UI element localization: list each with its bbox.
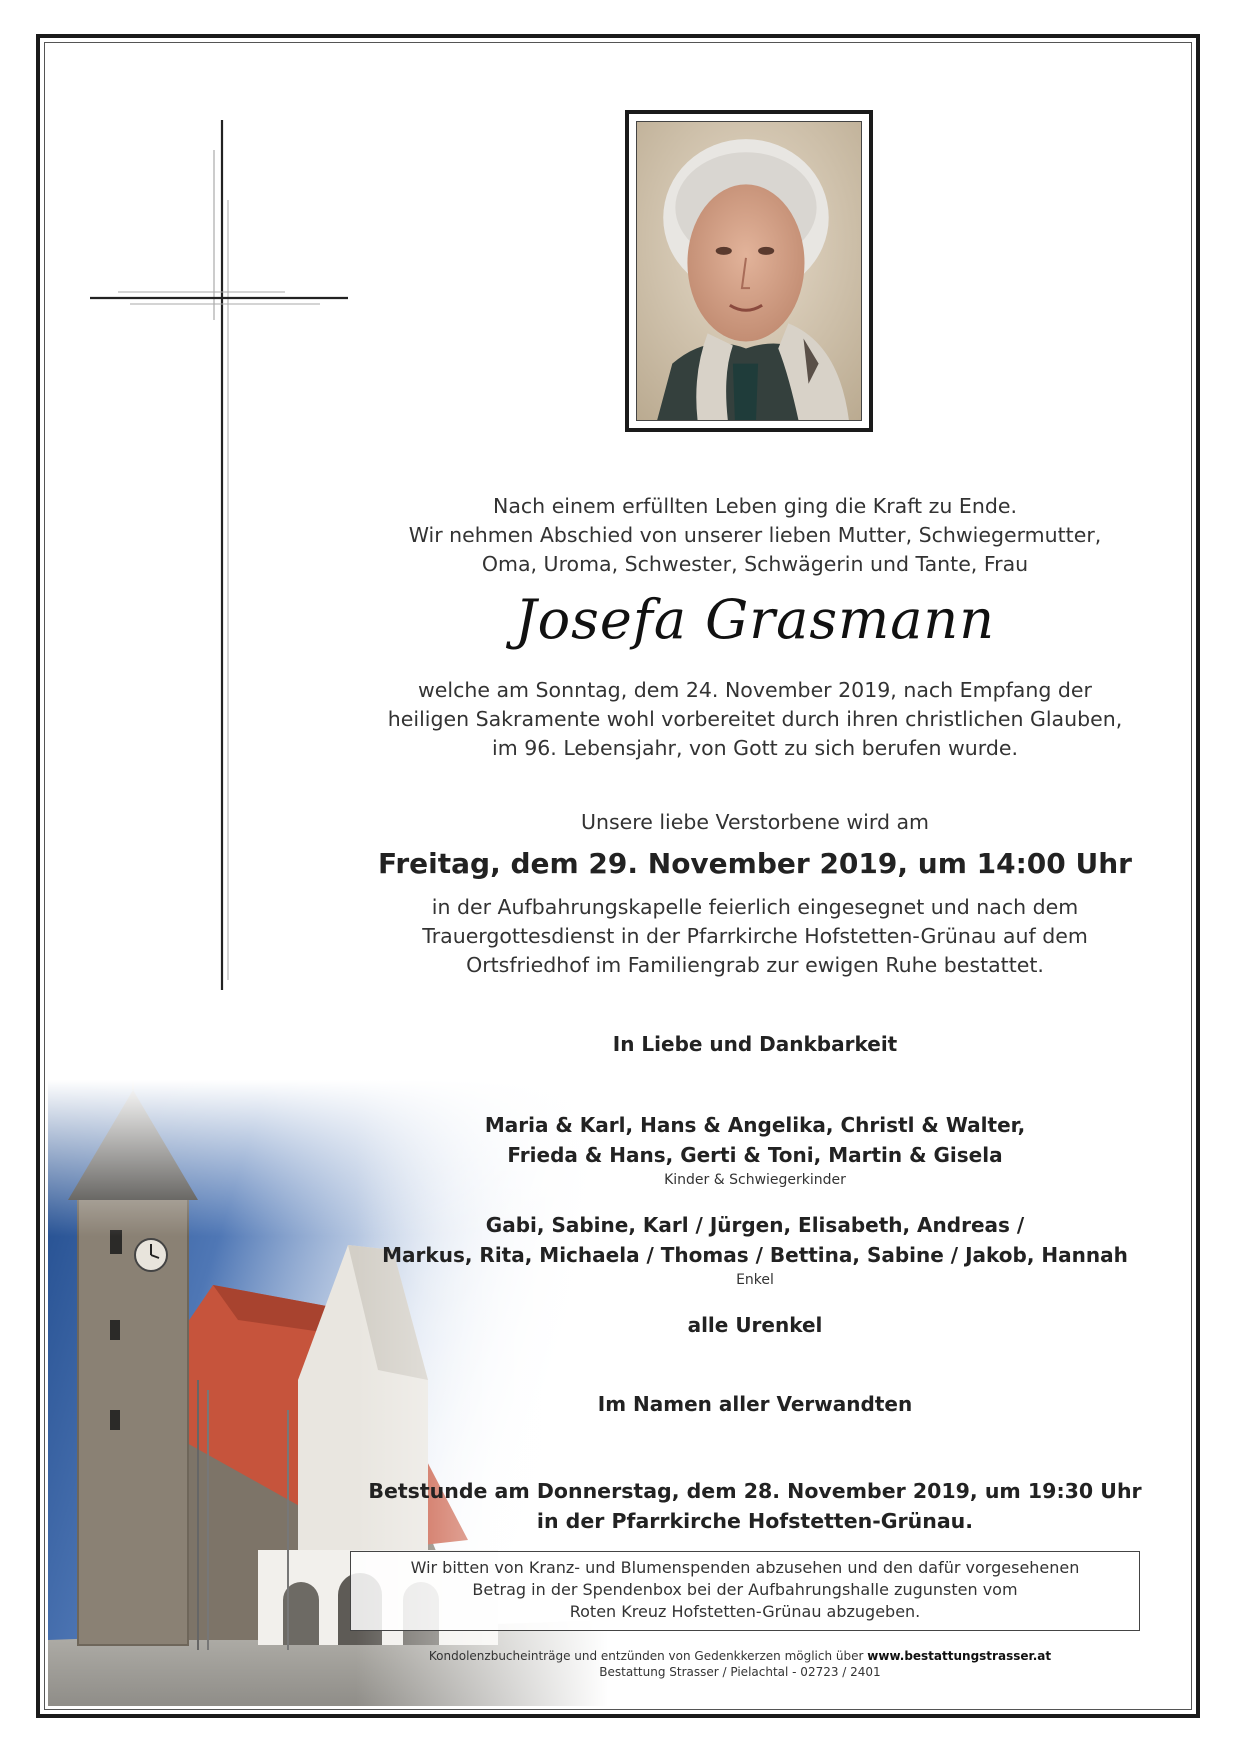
death-details-line: welche am Sonntag, dem 24. November 2019, nach Empfang der <box>418 678 1092 702</box>
gratitude-heading: In Liebe und Dankbarkeit <box>612 1032 898 1056</box>
footer-company: Bestattung Strasser / Pielachtal - 02723 / 2401 <box>599 1665 881 1679</box>
prayer-line: in der Pfarrkirche Hofstetten-Grünau. <box>536 1509 974 1533</box>
children-label: Kinder & Schwiegerkinder <box>664 1172 846 1188</box>
intro-line: Wir nehmen Abschied von unserer lieben Mutter, Schwiegermutter, <box>408 523 1102 547</box>
prayer-line: Betstunde am Donnerstag, dem 28. November 2019, um 19:30 Uhr <box>368 1479 1142 1503</box>
ceremony-line: in der Aufbahrungskapelle feierlich eingesegnet und nach dem <box>431 895 1079 919</box>
grandchildren-label: Enkel <box>736 1272 774 1288</box>
grandchildren-names <box>340 1210 1170 1270</box>
footer <box>380 1648 1100 1680</box>
footer-text: Kondolenzbucheinträge und entzünden von Gedenkkerzen möglich über <box>428 1649 864 1663</box>
ceremony-details <box>340 893 1170 980</box>
great-grandchildren: alle Urenkel <box>687 1313 823 1337</box>
relatives-line: Im Namen aller Verwandten <box>597 1392 913 1416</box>
footer-condolence <box>380 1648 1100 1664</box>
death-details-line: im 96. Lebensjahr, von Gott zu sich berufen wurde. <box>492 736 1018 760</box>
intro-line: Oma, Uroma, Schwester, Schwägerin und Tante, Frau <box>481 552 1029 576</box>
notice-line: Wir bitten von Kranz- und Blumenspenden abzusehen und den dafür vorgesehenen <box>410 1558 1080 1577</box>
notice-line: Roten Kreuz Hofstetten-Grünau abzugeben. <box>569 1602 921 1621</box>
footer-website-link[interactable]: www.bestattungstrasser.at <box>867 1649 1052 1663</box>
children-line: Frieda & Hans, Gerti & Toni, Martin & Gisela <box>507 1143 1003 1167</box>
prayer-service <box>340 1476 1170 1536</box>
ceremony-line: Trauergottesdienst in der Pfarrkirche Hofstetten-Grünau auf dem <box>422 924 1088 948</box>
children-names <box>340 1110 1170 1170</box>
grandchildren-line: Gabi, Sabine, Karl / Jürgen, Elisabeth, Andreas / <box>485 1213 1025 1237</box>
funeral-date: Freitag, dem 29. November 2019, um 14:00 Uhr <box>378 847 1132 880</box>
announcement-text: Unsere liebe Verstorbene wird am <box>580 810 930 834</box>
death-details <box>340 676 1170 763</box>
intro-text <box>340 492 1170 579</box>
ceremony-line: Ortsfriedhof im Familiengrab zur ewigen Ruhe bestattet. <box>466 953 1044 977</box>
intro-line: Nach einem erfüllten Leben ging die Kraft zu Ende. <box>493 494 1017 518</box>
notice-line: Betrag in der Spendenbox bei der Aufbahrungshalle zugunsten vom <box>472 1580 1018 1599</box>
death-details-line: heiligen Sakramente wohl vorbereitet durch ihren christlichen Glauben, <box>387 707 1123 731</box>
grandchildren-line: Markus, Rita, Michaela / Thomas / Bettina, Sabine / Jakob, Hannah <box>382 1243 1128 1267</box>
portrait-photo <box>636 121 862 421</box>
deceased-name: Josefa Grasmann <box>515 588 995 651</box>
children-line: Maria & Karl, Hans & Angelika, Christl & Walter, <box>484 1113 1026 1137</box>
donation-notice <box>350 1551 1140 1631</box>
portrait-frame <box>625 110 873 432</box>
